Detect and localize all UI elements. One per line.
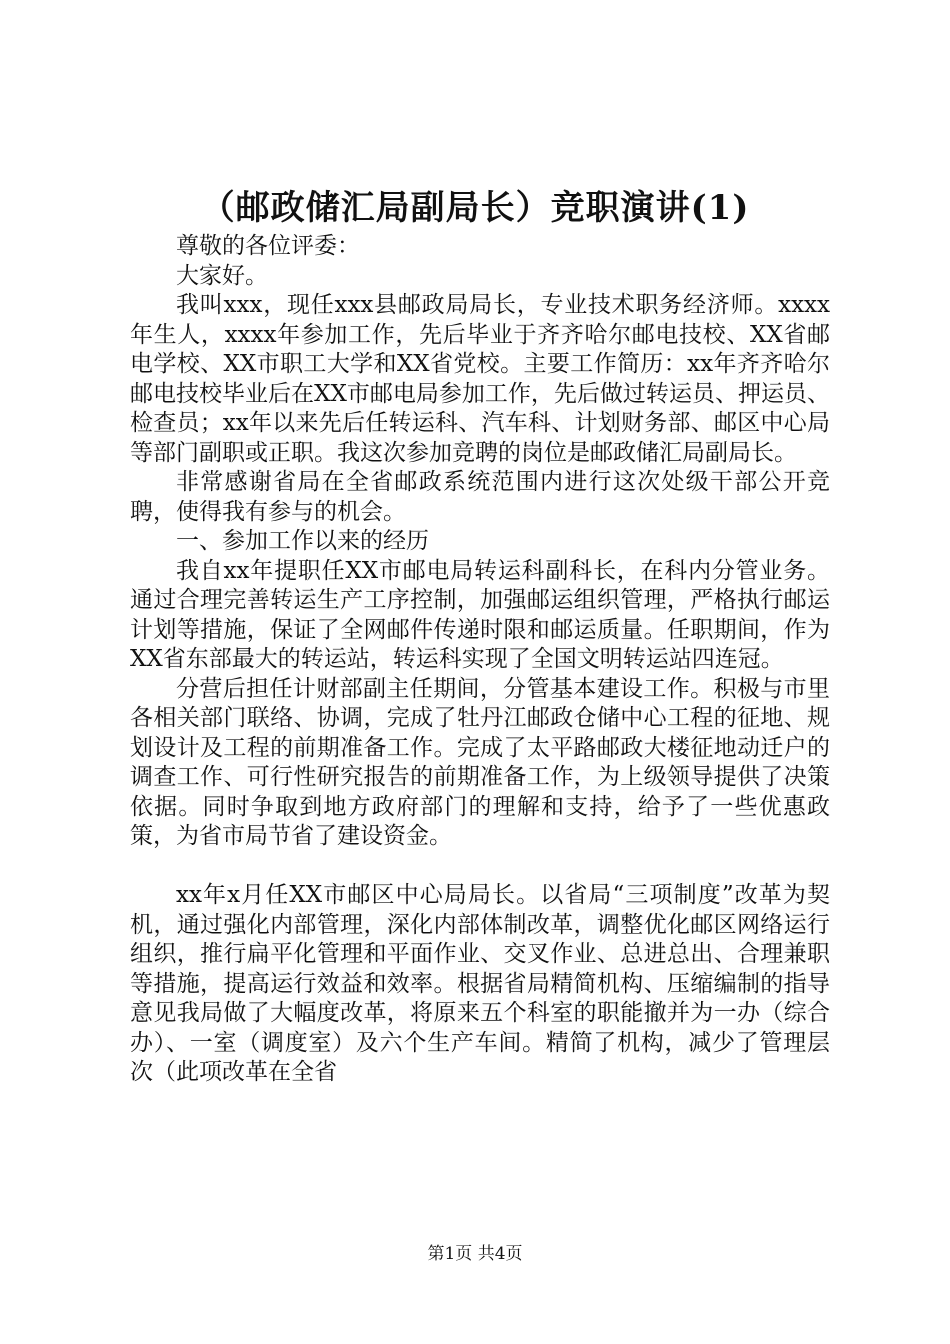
paragraph-postal-center: xx年x月任XX市邮区中心局局长。以省局“三项制度”改革为契机，通过强化内部管理，深化内部体制改革，调整优化邮区网络运行组织，推行扁平化管理和平面作业、交叉作业、总进总出、合理兼职等措施，提高运行效益和效率。根据省局精简机构、压缩编制的指导意见我局做了大幅度改革，将原来五个科室的职能撤并为一办（综合办）、一室（调度室）及六个生产车间。精简了机构，减少了管理层次（此项改革在全省 — [130, 882, 830, 1085]
greeting: 大家好。 — [176, 262, 268, 289]
document-body — [130, 232, 830, 1088]
paragraph-finance-department: 分营后担任计财部副主任期间，分管基本建设工作。积极与市里各相关部门联络、协调，完成了牡丹江邮政仓储中心工程的征地、规划设计及工程的前期准备工作。完成了太平路邮政大楼征地动迁户的调查工作、可行性研究报告的前期准备工作，为上级领导提供了决策依据。同时争取到地方政府部门的理解和支持，给予了一些优惠政策，为省市局节省了建设资金。 — [130, 675, 830, 849]
salutation: 尊敬的各位评委： — [176, 233, 360, 259]
paragraph-transport-section: 我自xx年提职任XX市邮电局转运科副科长，在科内分管业务。通过合理完善转运生产工序控制，加强邮运组织管理，严格执行邮运计划等措施，保证了全网邮件传递时限和邮运质量。任职期间，作为XX省东部最大的转运站，转运科实现了全国文明转运站四连冠。 — [130, 557, 830, 672]
page-title: （邮政储汇局副局长）竞职演讲(1) — [200, 188, 750, 228]
section-heading-experience: 一、参加工作以来的经历 — [176, 528, 429, 554]
paragraph-thanks: 非常感谢省局在全省邮政系统范围内进行这次处级干部公开竞聘，使得我有参与的机会。 — [130, 469, 830, 525]
paragraph-introduction: 我叫xxx，现任xxx县邮政局局长，专业技术职务经济师。xxxx年生人，xxxx年参加工作，先后毕业于齐齐哈尔邮电技校、XX省邮电学校、XX市职工大学和XX省党校。主要工作简历：xx年齐齐哈尔邮电技校毕业后在XX市邮电局参加工作，先后做过转运员、押运员、检查员；xx年以来先后任转运科、汽车科、计划财务部、邮区中心局等部门副职或正职。我这次参加竞聘的岗位是邮政储汇局副局长。 — [130, 292, 830, 466]
page-number: 第1页 共4页 — [427, 1244, 523, 1264]
